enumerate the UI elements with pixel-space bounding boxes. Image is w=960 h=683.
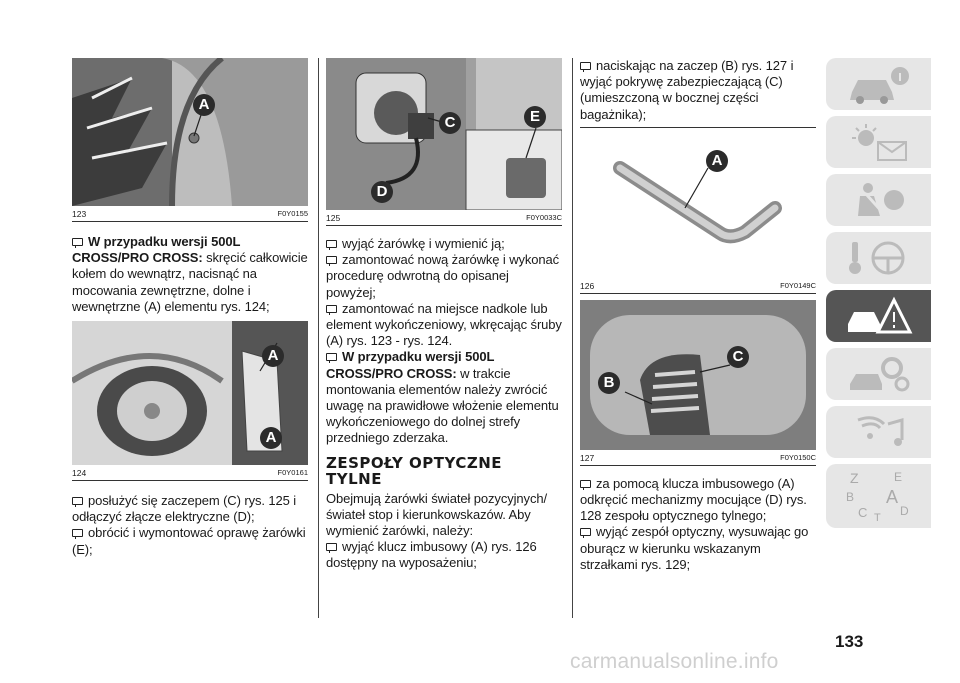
index-letter-e: E xyxy=(893,470,902,484)
text: posłużyć się zaczepem (C) rys. 125 i odłączyć złącze elektryczne (D); xyxy=(72,493,297,525)
figure-127-label-c: C xyxy=(727,346,749,368)
text: obrócić i wymontować oprawę żarówki (E); xyxy=(72,525,306,557)
bullet-icon xyxy=(326,305,337,313)
column-3 xyxy=(580,58,816,573)
figure-127 xyxy=(580,300,816,450)
figure-126-code: F0Y0149C xyxy=(780,280,816,290)
watermark: carmanualsonline.info xyxy=(570,650,779,673)
bullet-icon xyxy=(326,240,337,248)
figure-126-image xyxy=(580,128,816,278)
paragraph: Obejmują żarówki świateł pozycyjnych/świateł stop i kierunkowskazów. Aby wymienić żarówki, należy: xyxy=(326,490,547,539)
index-letter-b: B xyxy=(845,490,854,504)
maintenance-gears-icon xyxy=(844,352,914,396)
figure-125-image xyxy=(326,58,562,210)
page-number: 133 xyxy=(835,632,864,651)
column-divider xyxy=(572,58,573,618)
tab-emergency[interactable] xyxy=(826,290,931,342)
figure-123-caption xyxy=(72,206,308,222)
column-1 xyxy=(72,58,308,558)
figure-124-label-a-top: A xyxy=(262,345,284,367)
figure-123-label-a: A xyxy=(193,94,215,116)
figure-124-caption xyxy=(72,465,308,481)
car-info-icon xyxy=(844,62,914,106)
column-divider xyxy=(318,58,319,618)
bullet-icon xyxy=(580,480,591,488)
paragraph xyxy=(580,476,816,525)
figure-124-code: F0Y0161 xyxy=(277,468,308,478)
index-letter-z: Z xyxy=(849,470,859,486)
figure-125 xyxy=(326,58,562,210)
figure-125-label-c: C xyxy=(439,112,461,134)
text: wyjąć żarówkę i wymienić ją; xyxy=(342,236,505,251)
steering-key-icon xyxy=(844,236,914,280)
paragraph xyxy=(326,236,562,252)
figure-123-image xyxy=(72,58,308,206)
text: wyjąć zespół optyczny, wysuwając go oburącz w kierunku wskazanym strzałkami rys. 129; xyxy=(580,524,809,572)
paragraph xyxy=(326,349,562,446)
figure-126 xyxy=(580,128,816,278)
bullet-icon xyxy=(72,497,83,505)
text: naciskając na zaczep (B) rys. 127 i wyjąć pokrywę zabezpieczającą (C) (umieszczoną w bocznej części bagażnika); xyxy=(580,58,794,122)
figure-127-number: 127 xyxy=(580,452,595,463)
tab-safety[interactable] xyxy=(826,174,931,226)
paragraph xyxy=(580,58,816,123)
bold-text: W przypadku wersji 500L CROSS/PRO CROSS: xyxy=(72,234,241,266)
tab-car-info[interactable] xyxy=(826,58,931,110)
chapter-sidebar xyxy=(826,58,931,534)
text: wyjąć klucz imbusowy (A) rys. 126 dostępny na wyposażeniu; xyxy=(326,539,537,571)
tab-starting-driving[interactable] xyxy=(826,232,931,284)
bold-text: W przypadku wersji 500L CROSS/PRO CROSS: xyxy=(326,349,495,381)
tab-multimedia[interactable] xyxy=(826,406,931,458)
tab-maintenance[interactable] xyxy=(826,348,931,400)
figure-124 xyxy=(72,321,308,465)
paragraph xyxy=(580,524,816,573)
text: w trakcie montowania elementów należy zwrócić uwagę na prawidłowe włożenie elementu wykończeniowego do dolnej strefy przedniego zderzaka. xyxy=(326,365,559,446)
figure-125-number: 125 xyxy=(326,213,341,223)
bullet-icon xyxy=(72,529,83,537)
multimedia-icon xyxy=(844,410,914,454)
figure-124-number: 124 xyxy=(72,468,87,479)
text: zamontować na miejsce nadkole lub element wykończeniowy, wkręcając śruby (A) rys. 123 - rys. 124. xyxy=(326,300,562,349)
figure-125-label-e: E xyxy=(524,106,546,128)
index-letter-a: A xyxy=(885,487,898,507)
figure-126-label-a: A xyxy=(706,150,728,172)
figure-127-label-b: B xyxy=(598,372,620,394)
tab-warning-lights[interactable] xyxy=(826,116,931,168)
index-letter-d: D xyxy=(899,504,909,518)
section-heading: ZESPOŁY OPTYCZNE TYLNE xyxy=(326,453,503,488)
figure-124-label-a-bottom: A xyxy=(260,427,282,449)
index-letter-c: C xyxy=(857,505,867,520)
warning-lights-icon xyxy=(844,120,914,164)
paragraph xyxy=(72,234,308,315)
emergency-triangle-icon xyxy=(844,294,914,338)
paragraph xyxy=(72,493,308,525)
bullet-icon xyxy=(72,238,83,246)
safety-airbag-icon xyxy=(844,178,914,222)
figure-127-code: F0Y0150C xyxy=(780,452,816,462)
figure-126-number: 126 xyxy=(580,280,595,291)
figure-123-code: F0Y0155 xyxy=(277,209,308,218)
figure-125-caption xyxy=(326,210,562,226)
text: zamontować nową żarówkę i wykonać procedurę odwrotną do opisanej powyżej; xyxy=(326,252,560,300)
bullet-icon xyxy=(326,353,337,361)
paragraph xyxy=(326,301,562,350)
text: skręcić całkowicie kołem do wewnątrz, nacisnąć na mocowania zewnętrzne, dolne i wewnętrzne (A) elementu rys. 124; xyxy=(72,250,308,314)
bullet-icon xyxy=(326,256,337,264)
tab-index[interactable] xyxy=(826,464,931,528)
paragraph xyxy=(326,539,562,571)
figure-125-code: F0Y0033C xyxy=(526,213,562,222)
bullet-icon xyxy=(580,528,591,536)
figure-123 xyxy=(72,58,308,206)
index-letter-t: T xyxy=(873,512,881,523)
figure-127-caption xyxy=(580,450,816,466)
paragraph xyxy=(326,252,562,301)
index-letters-icon xyxy=(844,469,914,523)
bullet-icon xyxy=(580,62,591,70)
bullet-icon xyxy=(326,543,337,551)
figure-123-number: 123 xyxy=(72,209,87,219)
figure-126-caption xyxy=(580,278,816,294)
paragraph xyxy=(72,525,308,557)
text: za pomocą klucza imbusowego (A) odkręcić mechanizmy mocujące (D) rys. 128 zespołu optycznego tylnego; xyxy=(580,475,807,524)
column-2 xyxy=(326,58,562,572)
figure-125-label-d: D xyxy=(371,181,393,203)
